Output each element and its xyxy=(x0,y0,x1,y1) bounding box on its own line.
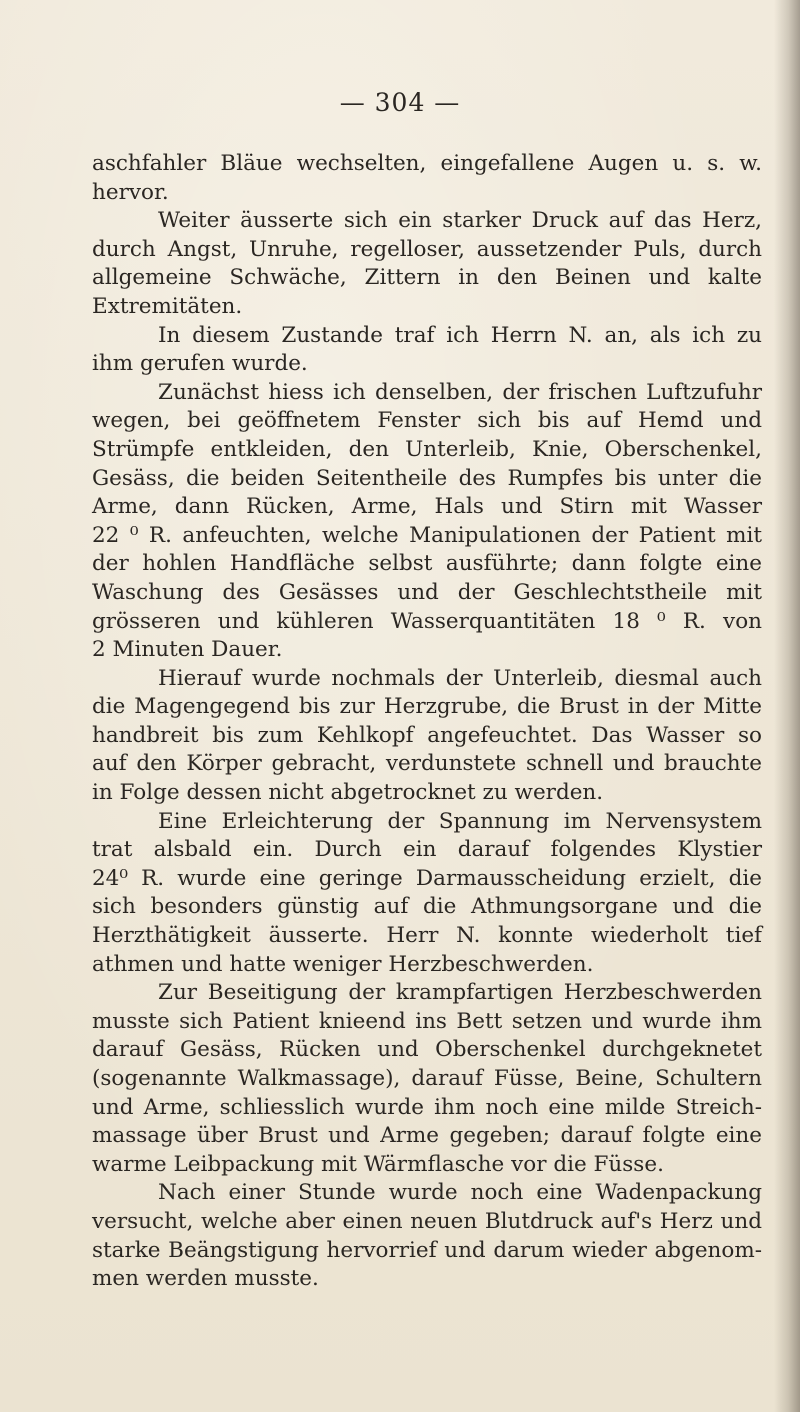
text-line: In diesem Zustande traf ich Herrn N. an, als ich zu xyxy=(158,322,762,348)
text-line: in Folge dessen nicht abgetrocknet zu werden. xyxy=(92,780,604,806)
text-line: Herzthätigkeit äusserte. Herr N. konnte wiederholt tief xyxy=(92,923,762,949)
text-line: der hohlen Handfläche selbst ausführte; dann folgte eine xyxy=(92,551,762,577)
paragraph xyxy=(92,808,762,980)
paragraph xyxy=(92,207,762,321)
page-number: — 304 — xyxy=(339,88,461,117)
text-line: musste sich Patient knieend ins Bett setzen und wurde ihm xyxy=(92,1008,762,1034)
text-line: men werden musste. xyxy=(92,1266,319,1292)
text-line: auf den Körper gebracht, verdunstete schnell und brauchte xyxy=(92,751,762,777)
text-line: massage über Brust und Arme gegeben; darauf folgte eine xyxy=(92,1123,762,1149)
text-line: 2 Minuten Dauer. xyxy=(92,637,283,663)
text-line: Arme, dann Rücken, Arme, Hals und Stirn mit Wasser xyxy=(92,494,762,520)
text-line: grösseren und kühleren Wasserquantitäten 18 ⁰ R. von xyxy=(92,608,762,634)
body-text xyxy=(92,150,762,1294)
text-line: durch Angst, Unruhe, regelloser, aussetzender Puls, durch xyxy=(92,236,762,262)
text-line: die Magengegend bis zur Herzgrube, die Brust in der Mitte xyxy=(92,694,762,720)
text-line: Zunächst hiess ich denselben, der frischen Luftzufuhr xyxy=(158,379,762,405)
text-line: Zur Beseitigung der krampfartigen Herzbeschwerden xyxy=(158,980,762,1006)
text-line: Extremitäten. xyxy=(92,293,243,319)
paragraph xyxy=(92,665,762,808)
text-line: darauf Gesäss, Rücken und Oberschenkel durchgeknetet xyxy=(92,1037,762,1063)
paragraph xyxy=(92,150,762,207)
paragraph xyxy=(92,322,762,379)
text-line: 22 ⁰ R. anfeuchten, welche Manipulationen der Patient mit xyxy=(92,522,762,548)
text-line: trat alsbald ein. Durch ein darauf folgendes Klystier xyxy=(92,837,762,863)
paragraph xyxy=(92,979,762,1179)
text-line: versucht, welche aber einen neuen Blutdruck auf's Herz und xyxy=(92,1208,762,1234)
text-line: Weiter äusserte sich ein starker Druck auf das Herz, xyxy=(158,208,762,234)
text-line: handbreit bis zum Kehlkopf angefeuchtet. Das Wasser so xyxy=(92,722,762,748)
paragraph xyxy=(92,379,762,665)
text-line: warme Leibpackung mit Wärmflasche vor die Füsse. xyxy=(92,1151,664,1177)
text-line: hervor. xyxy=(92,179,169,205)
page-edge-shadow xyxy=(774,0,800,1412)
text-line: Eine Erleichterung der Spannung im Nervensystem xyxy=(158,808,762,834)
text-line: ihm gerufen wurde. xyxy=(92,351,308,377)
text-line: aschfahler Bläue wechselten, eingefallene Augen u. s. w. xyxy=(92,151,762,176)
paragraph xyxy=(92,1179,762,1293)
text-line: und Arme, schliesslich wurde ihm noch eine milde Streich- xyxy=(92,1094,762,1120)
text-line: wegen, bei geöffnetem Fenster sich bis auf Hemd und xyxy=(92,408,762,434)
text-line: sich besonders günstig auf die Athmungsorgane und die xyxy=(92,894,762,920)
text-line: athmen und hatte weniger Herzbeschwerden. xyxy=(92,951,594,977)
text-line: Hierauf wurde nochmals der Unterleib, diesmal auch xyxy=(158,665,762,691)
text-line: Strümpfe entkleiden, den Unterleib, Knie, Oberschenkel, xyxy=(92,436,762,462)
text-line: 24⁰ R. wurde eine geringe Darmausscheidung erzielt, die xyxy=(92,865,762,891)
text-line: (sogenannte Walkmassage), darauf Füsse, Beine, Schultern xyxy=(92,1066,762,1091)
text-line: starke Beängstigung hervorrief und darum wieder abgenom- xyxy=(92,1237,762,1263)
text-line: Gesäss, die beiden Seitentheile des Rumpfes bis unter die xyxy=(92,465,762,491)
text-line: Nach einer Stunde wurde noch eine Wadenpackung xyxy=(158,1180,762,1206)
text-line: Waschung des Gesässes und der Geschlechtstheile mit xyxy=(92,579,762,605)
text-line: allgemeine Schwäche, Zittern in den Beinen und kalte xyxy=(92,265,762,291)
